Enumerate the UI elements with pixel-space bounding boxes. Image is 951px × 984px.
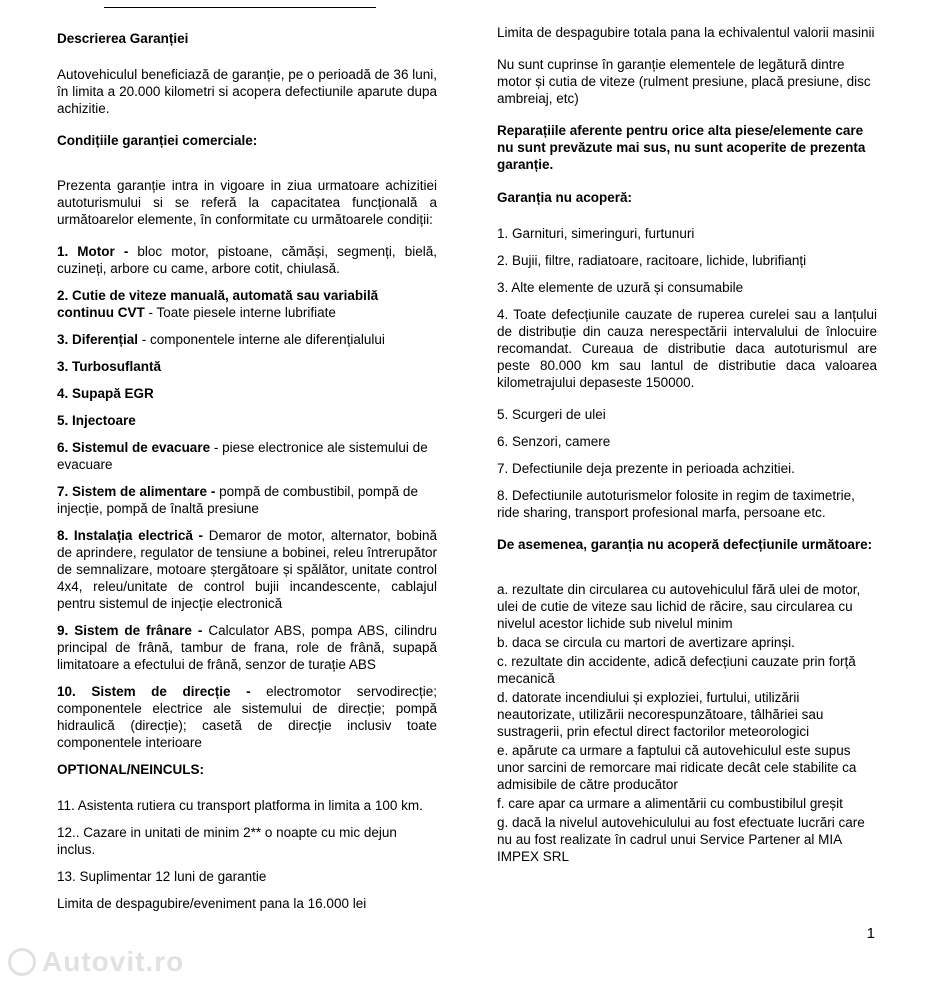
left-block-10 [57,439,437,473]
left-block-7 [57,358,437,375]
right-block-9 [497,433,877,450]
right-block-11 [497,487,877,521]
clipped-title-underline [104,0,376,8]
block-text: 12.. Cazare in unitati de minim 2** o noapte cu mic dejun inclus. [57,825,397,857]
block-bold-lead: 6. Sistemul de evacuare [57,440,211,455]
left-block-1 [57,66,437,117]
block-bold-lead: 9. Sistem de frânare - [57,623,209,638]
block-text: - piese electronice ale sistemului de evacuare [57,440,428,472]
block-bold-lead: 2. Cutie de viteze manuală, automată sau variabilă continuu CVT [57,288,379,320]
left-block-12 [57,527,437,612]
left-block-11 [57,483,437,517]
block-text: 6. Senzori, camere [497,434,611,449]
block-text: Reparațiile aferente pentru orice alta piese/elemente care nu sunt prevăzute mai sus, nu sunt acoperite de prezenta garanție. [497,123,866,172]
block-bold-lead: 3. Turbosuflantă [57,359,162,374]
block-text: Nu sunt cuprinse în garanție elementele de legătură dintre motor și cutia de viteze (rulment presiune, placă presiune, disc ambreiaj, etc) [497,57,871,106]
left-block-17 [57,824,437,858]
block-bold-lead: 4. Supapă EGR [57,386,154,401]
left-block-2 [57,132,437,149]
page-number: 1 [866,925,875,942]
watermark [8,946,184,978]
block-text: a. rezultate din circularea cu autovehiculul fără ulei de motor, ulei de cutie de viteze sau lichid de răcire, sau circularea cu nivelul acestor lichide sub nivelul minim [497,582,861,631]
left-column [57,24,437,927]
block-text: Condițiile garanției comerciale: [57,133,258,148]
block-text: pompă de combustibil, pompă de injecție, pompă de înaltă presiune [57,484,418,516]
right-block-12 [497,536,877,553]
block-text: Demaror de motor, alternator, bobină de aprindere, regulator de tensiune a bobinei, releu întrerupător de semnalizare, motoare ștergătoare și spălător, unitate control 4x4, releu/unitate de control bujii incandescente, cablajul pentru sistemul de injecție electronică [57,528,437,611]
block-bold-lead: 7. Sistem de alimentare - [57,484,220,499]
right-block-18 [497,795,877,812]
clipped-text-fragment [57,2,91,6]
block-text: 1. Garnituri, simeringuri, furtunuri [497,226,695,241]
left-block-3 [57,177,437,228]
block-text: Calculator ABS, pompa ABS, cilindru principal de frână, tambur de frana, role de frână, supapă limitatoare a efectului de frână, senzor de turație ABS [57,623,437,672]
block-text: c. rezultate din accidente, adică defecțiuni cauzate prin forță mecanică [497,654,856,686]
left-block-9 [57,412,437,429]
right-block-19 [497,814,877,865]
block-text: e. apărute ca urmare a faptului că autovehiculul este supus unor sarcini de remorcare mai ridicate decât cele stabilite ca admisibile de către producător [497,743,857,792]
watermark-logo-icon [8,948,36,976]
block-bold-lead: 8. Instalația electrică - [57,528,209,543]
right-block-14 [497,634,877,651]
block-text: 8. Defectiunile autoturismelor folosite in regim de taximetrie, ride sharing, transport profesional marfa, persoane etc. [497,488,855,520]
left-block-15 [57,761,437,778]
right-block-8 [497,406,877,423]
block-text: bloc motor, pistoane, cămăși, segmenți, bielă, cuzineți, arbore cu came, arbore cotit, chiulasă. [57,244,438,276]
block-text: d. datorate incendiului și exploziei, furtului, utilizării neautorizate, utilizării necorespunzătoare, tâlhăriei sau sustragerii, prin efectul direct factorilor meteorologici [497,690,824,739]
block-text: Limita de despagubire/eveniment pana la 16.000 lei [57,896,367,911]
block-text: 5. Scurgeri de ulei [497,407,606,422]
right-block-0 [497,24,877,41]
left-block-19 [57,895,437,912]
block-text: Prezenta garanție intra in vigoare in ziua urmatoare achizitiei autoturismului si se referă la capacitatea funcțională a următoarelor elemente, în conformitate cu următoarele condiții: [57,178,437,227]
right-block-16 [497,689,877,740]
right-block-17 [497,742,877,793]
right-block-2 [497,122,877,173]
block-bold-lead: 1. Motor - [57,244,138,259]
block-text: OPTIONAL/NEINCULS: [57,762,204,777]
block-text: 3. Alte elemente de uzură și consumabile [497,280,744,295]
right-block-1 [497,56,877,107]
right-block-15 [497,653,877,687]
block-bold-lead: 3. Diferențial [57,332,139,347]
left-block-16 [57,797,437,814]
left-block-0 [57,30,437,47]
block-text: 11. Asistenta rutiera cu transport platforma in limita a 100 km. [57,798,423,813]
left-block-13 [57,622,437,673]
block-text: 4. Toate defecțiunile cauzate de ruperea curelei sau a lanțului de distribuție din cauza nerespectării intervalului de înlocuire recomandat. Cureaua de distributie daca autoturismul are peste 80.000 km sau lantul de distributie daca valoarea kilometrajului depaseste 150000. [497,307,877,390]
block-text: g. dacă la nivelul autovehiculului au fost efectuate lucrări care nu au fost realizate în cadrul unui Service Partener al MIA IMPEX SRL [497,815,865,864]
left-block-4 [57,243,437,277]
left-block-14 [57,683,437,751]
right-block-10 [497,460,877,477]
block-text: 13. Suplimentar 12 luni de garantie [57,869,267,884]
block-text: - componentele interne ale diferențialului [138,332,385,347]
block-text: electromotor servodirecție; componentele electrice ale sistemului de direcție; pompă hidraulică (direcție); casetă de direcție inclusiv toate componentele interioare [57,684,437,750]
left-block-6 [57,331,437,348]
right-block-3 [497,189,877,206]
block-text: Garanția nu acoperă: [497,190,633,205]
block-bold-lead: 5. Injectoare [57,413,136,428]
block-text: Limita de despagubire totala pana la echivalentul valorii masinii [497,25,875,40]
left-block-5 [57,287,437,321]
block-bold-lead: 10. Sistem de direcție - [57,684,267,699]
block-text: Autovehiculul beneficiază de garanție, pe o perioadă de 36 luni, în limita a 20.000 kilometri si acopera defectiunile aparute dupa achizitie. [57,67,437,116]
right-block-5 [497,252,877,269]
right-block-4 [497,225,877,242]
right-block-7 [497,306,877,391]
left-block-18 [57,868,437,885]
left-block-8 [57,385,437,402]
block-text: b. daca se circula cu martori de avertizare aprinși. [497,635,795,650]
block-text: f. care apar ca urmare a alimentării cu combustibilul greșit [497,796,843,811]
right-block-13 [497,581,877,632]
right-column [497,24,877,927]
watermark-text: Autovit.ro [42,946,185,977]
block-text: 7. Defectiunile deja prezente in perioada achzitiei. [497,461,795,476]
block-text: Descrierea Garanției [57,31,189,46]
right-block-6 [497,279,877,296]
block-text: De asemenea, garanția nu acoperă defecțiunile următoare: [497,537,873,552]
block-text: - Toate piesele interne lubrifiate [144,305,336,320]
block-text: 2. Bujii, filtre, radiatoare, racitoare, lichide, lubrifianți [497,253,807,268]
